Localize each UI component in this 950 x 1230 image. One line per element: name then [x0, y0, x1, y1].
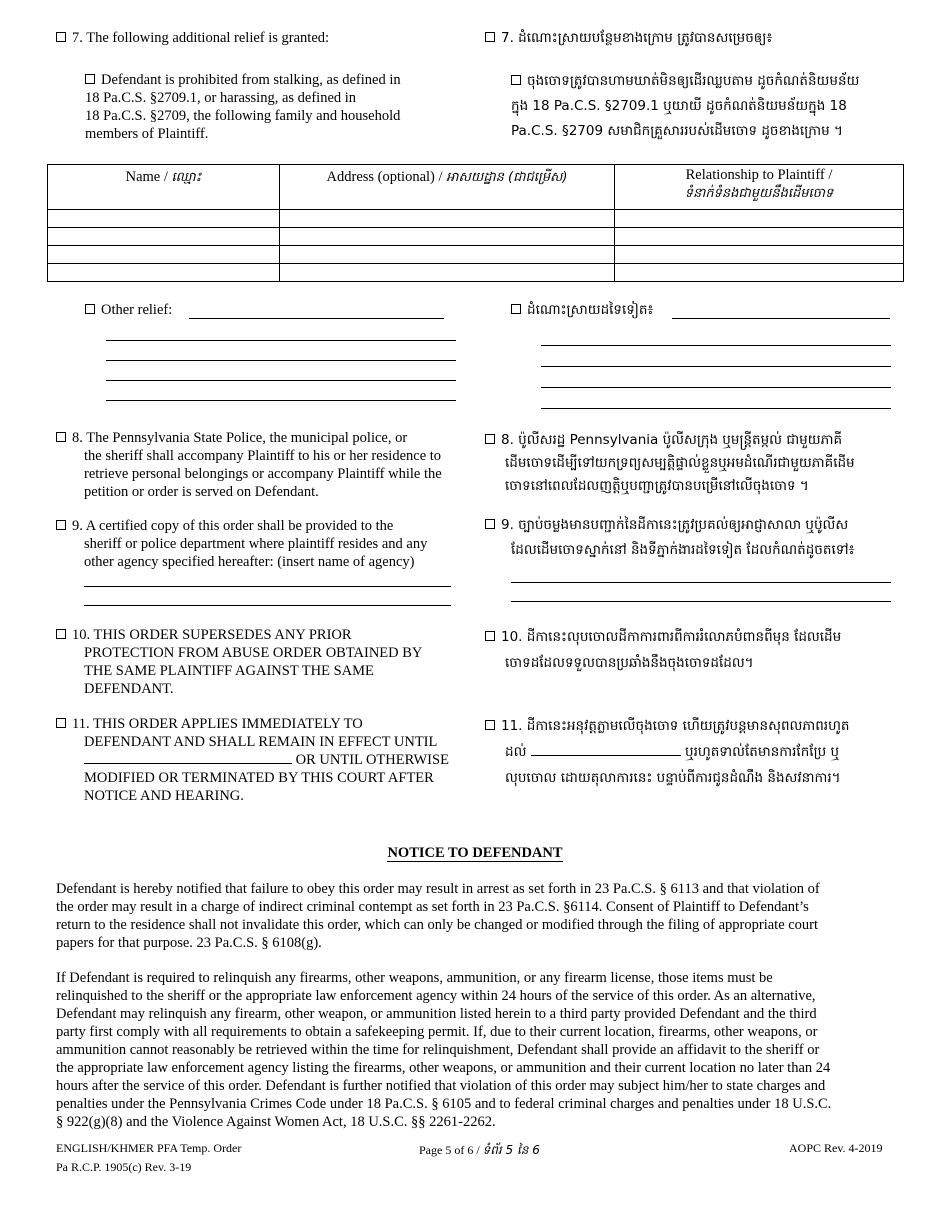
- other-relief-kh-line[interactable]: [541, 345, 891, 346]
- other-relief-line[interactable]: [106, 360, 456, 361]
- other-relief-kh-line[interactable]: [672, 318, 890, 319]
- item-8-kh: 8. ប៉ូលីសរដ្ឋ Pennsylvania ប៉ូលីសក្រុង ឬមន្ត្រីតម្កល់ ជាមួយភាគី ដើមចោទដើម្បីទៅយកទ្រព្យសម្បត្តិផ្ទាល់ខ្លួនឬអមដំណើរជាមួយភាគីដើម ចោទនៅពេលដែលញត្តិឬបញ្ជាត្រូវបានបម្រើនៅលើចុងចោទ ។: [485, 429, 905, 498]
- agency-name-line[interactable]: [84, 586, 451, 587]
- other-relief-checkbox[interactable]: [85, 304, 95, 314]
- item-9-en: 9. A certified copy of this order shall be provided to the sheriff or police department where plaintiff resides and any other agency specified hereafter: (insert name of agency): [56, 517, 476, 571]
- relationship-cell[interactable]: [615, 210, 904, 228]
- name-cell[interactable]: [48, 264, 280, 282]
- item-11-en: 11. THIS ORDER APPLIES IMMEDIATELY TO DEFENDANT AND SHALL REMAIN IN EFFECT UNTIL OR UNTIL OTHERWISE MODIFIED OR TERMINATED BY THIS COURT AFTER NOTICE AND HEARING.: [56, 715, 486, 805]
- expiration-date-kh-field[interactable]: [531, 743, 681, 756]
- relationship-cell[interactable]: [615, 228, 904, 246]
- address-cell[interactable]: [280, 210, 615, 228]
- stalking-kh-checkbox[interactable]: [511, 75, 521, 85]
- item-7-checkbox[interactable]: [56, 32, 66, 42]
- stalking-checkbox[interactable]: [85, 74, 95, 84]
- table-header: [48, 165, 904, 210]
- footer-form-name: ENGLISH/KHMER PFA Temp. Order: [56, 1141, 242, 1155]
- other-relief-kh: ដំណោះស្រាយដទៃទៀត៖: [511, 300, 653, 321]
- item-10-kh: 10. ដីកានេះលុបចោលដីកាការពារពីការរំលោភបំពានពីមុន ដែលដើម ចោទដដែលទទួលបានប្រឆាំងនឹងចុងចោទដដែល។: [485, 624, 905, 676]
- other-relief-line[interactable]: [106, 380, 456, 381]
- notice-paragraph-1: Defendant is hereby notified that failure to obey this order may result in arrest as set forth in 23 Pa.C.S. § 6113 and that violation of the order may result in a charge of indirect criminal contempt as set forth in 23 Pa.C.S. §6114. Consent of Plaintiff to Defendant’s return to the residence shall not invalidate this order, which can only be changed or modified through the filing of appropriate court papers for that purpose. 23 Pa.C.S. § 6108(g).: [56, 881, 820, 951]
- col-relationship-header: Relationship to Plaintiff / ទំនាក់ទំនងជាមួយនឹងដើមចោទ: [615, 165, 904, 210]
- other-relief-en: Other relief:: [85, 301, 172, 319]
- address-cell[interactable]: [280, 246, 615, 264]
- table-row: [48, 210, 904, 228]
- item-7-stalking-en: Defendant is prohibited from stalking, as defined in 18 Pa.C.S. §2709.1, or harassing, as defined in 18 Pa.C.S. §2709, the following family and household members of Plaintiff.: [85, 72, 401, 142]
- footer-revision: AOPC Rev. 4-2019: [789, 1141, 883, 1155]
- item-7-en: 7. The following additional relief is granted:: [56, 29, 329, 47]
- other-relief-line[interactable]: [106, 400, 456, 401]
- table-row: [48, 228, 904, 246]
- item-11-kh-checkbox[interactable]: [485, 720, 495, 730]
- col-name-header: Name / ឈ្មោះ: [48, 165, 280, 210]
- relationship-cell[interactable]: [615, 246, 904, 264]
- notice-paragraph-2: If Defendant is required to relinquish any firearms, other weapons, ammunition, or any firearm license, those items must be relinquished to the sheriff or the appropriate law enforcement agency within 24 hours of the service of this order. As an alternative, Defendant may relinquish any firearm, other weapon, or ammunition listed herein to a third party provided Defendant and the third party first comply with all requirements to obtain a safekeeping permit. If, due to their current location, firearms, other weapons, or ammunition cannot reasonably be retrieved within the time for relinquishment, Defendant shall provide an affidavit to the sheriff or the appropriate law enforcement agency listing the firearms, other weapons, or ammunition and their current location no later than 24 hours after the service of this order. Defendant is further notified that violation of this order may subject him/her to state charges and penalties under the Pennsylvania Crimes Code under 18 Pa.C.S. § 6105 and to federal criminal charges and penalties under 18 U.S.C. § 922(g)(8) and the Violence Against Women Act, 18 U.S.C. §§ 2261-2262.: [56, 970, 832, 1130]
- expiration-date-field[interactable]: [84, 751, 292, 764]
- item-10-kh-checkbox[interactable]: [485, 631, 495, 641]
- name-cell[interactable]: [48, 228, 280, 246]
- item-9-kh-checkbox[interactable]: [485, 519, 495, 529]
- other-relief-line[interactable]: [106, 340, 456, 341]
- footer-rule: Pa R.C.P. 1905(c) Rev. 3-19: [56, 1160, 192, 1174]
- col-address-header: Address (optional) / អាសយដ្ឋាន (ជាជម្រើស): [280, 165, 615, 210]
- footer-page-number: Page 5 of 6 / ទំព័រ 5 នៃ 6: [419, 1143, 540, 1157]
- relationship-cell[interactable]: [615, 264, 904, 282]
- name-cell[interactable]: [48, 246, 280, 264]
- item-7-kh: 7. ដំណោះស្រាយបន្ថែមខាងក្រោម ត្រូវបានសម្រេចឲ្យ៖: [485, 28, 772, 49]
- item-7-stalking-kh: ចុងចោទត្រូវបានហាមឃាត់មិនឲ្យដើរឈ្លបតាម ដូចកំណត់និយមន័យ ក្នុង 18 Pa.C.S. §2709.1 ឬយាយី ដូចកំណត់និយមន័យក្នុង 18 Pa.C.S. §2709 សមាជិកគ្រួសាររបស់ដើមចោទ ដូចខាងក្រោម ។: [511, 73, 860, 139]
- item-11-kh: 11. ដីកានេះអនុវត្តភ្លាមលើចុងចោទ ហើយត្រូវបន្តមានសុពលភាពរហូត ដល់ ឬរហូតទាល់តែមានការកែប្រែ ឬ លុបចោល ដោយតុលាការនេះ បន្ទាប់ពីការជូនដំណឹង និងសវនាការ។: [485, 713, 915, 791]
- other-relief-kh-line[interactable]: [541, 387, 891, 388]
- item-9-checkbox[interactable]: [56, 520, 66, 530]
- other-relief-kh-line[interactable]: [541, 408, 891, 409]
- agency-name-line[interactable]: [84, 605, 451, 606]
- item-8-kh-checkbox[interactable]: [485, 434, 495, 444]
- item-9-kh: 9. ច្បាប់ចម្លងមានបញ្ជាក់នៃដីកានេះត្រូវប្រគល់ឲ្យអាជ្ញាសាលា ឬប៉ូលីស ដែលដើមចោទស្នាក់នៅ និងទីភ្នាក់ងារដទៃទៀត ដែលកំណត់ដូចតទៅ៖: [485, 513, 905, 563]
- item-8-en: 8. The Pennsylvania State Police, the municipal police, or the sheriff shall accompany Plaintiff to his or her residence to retrieve personal belongings or accompany Plaintiff while the petition or order is served on Defendant.: [56, 429, 476, 501]
- name-cell[interactable]: [48, 210, 280, 228]
- agency-name-kh-line[interactable]: [511, 601, 891, 602]
- address-cell[interactable]: [280, 228, 615, 246]
- agency-name-kh-line[interactable]: [511, 582, 891, 583]
- item-7-kh-checkbox[interactable]: [485, 32, 495, 42]
- other-relief-line[interactable]: [189, 318, 444, 319]
- notice-title: NOTICE TO DEFENDANT: [387, 845, 563, 861]
- household-members-table: [47, 164, 904, 282]
- item-10-en: 10. THIS ORDER SUPERSEDES ANY PRIOR PROTECTION FROM ABUSE ORDER OBTAINED BY THE SAME PLAINTIFF AGAINST THE SAME DEFENDANT.: [56, 626, 476, 698]
- table-row: [48, 246, 904, 264]
- other-relief-kh-checkbox[interactable]: [511, 304, 521, 314]
- address-cell[interactable]: [280, 264, 615, 282]
- item-11-checkbox[interactable]: [56, 718, 66, 728]
- item-10-checkbox[interactable]: [56, 629, 66, 639]
- item-8-checkbox[interactable]: [56, 432, 66, 442]
- other-relief-kh-line[interactable]: [541, 366, 891, 367]
- table-row: [48, 264, 904, 282]
